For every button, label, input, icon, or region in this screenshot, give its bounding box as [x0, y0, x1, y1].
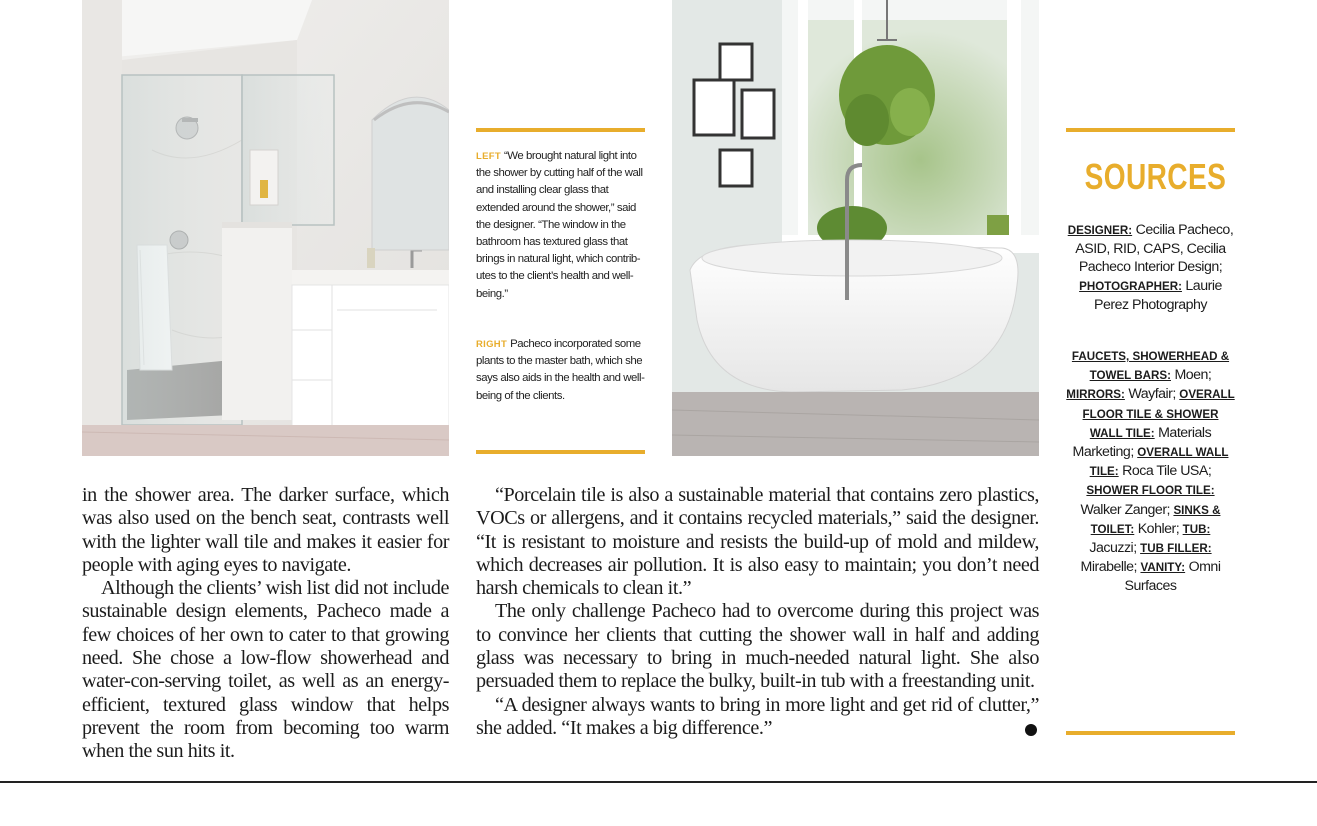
source-label: OVERALL WALL TILE:	[1089, 446, 1229, 479]
source-label: MIRRORS:	[1066, 388, 1125, 402]
source-value: Laurie Perez Photography	[1094, 277, 1222, 313]
caption-left-label: LEFT	[476, 151, 501, 162]
source-label: FAUCETS, SHOWERHEAD & TOWEL BARS:	[1071, 350, 1230, 383]
article-paragraph: Although the clients’ wish list did not include sustainable design elements, Pacheco made a few choices of her own to cater to that growing need. She chose a low-flow showerhead and water-con-serving toilet, as well as an energy-efficient, textured glass window that helps prevent the room from becoming too warm when the sun hits it.	[82, 577, 449, 763]
source-label: OVERALL FLOOR TILE & SHOWER WALL TILE:	[1082, 388, 1235, 440]
article-column-1	[82, 484, 449, 764]
source-label: DESIGNER:	[1067, 224, 1133, 237]
page-bottom-rule	[0, 781, 1317, 783]
source-value: Materials Marketing;	[1072, 424, 1212, 461]
caption-top-rule	[476, 128, 645, 132]
caption-left-text: “We brought natural light into the shower by cutting half of the wall and installing clear glass that extended around the shower,” said the designer. “The window in the bathroom has textured glass that brings in natural light, which contrib-utes to the client’s health and well-being.”	[476, 150, 643, 300]
sources-top-rule	[1066, 128, 1235, 132]
article-paragraph: in the shower area. The darker surface, which was also used on the bench seat, contrasts well with the lighter wall tile and makes it easier for people with aging eyes to navigate.	[82, 484, 449, 576]
source-label: VANITY:	[1140, 561, 1186, 575]
article-paragraph: “A designer always wants to bring in more light and get rid of clutter,” she added. “It makes a big difference.”	[476, 693, 1039, 739]
end-of-article-bullet-icon	[1025, 724, 1037, 736]
source-value: Omni Surfaces	[1124, 559, 1221, 595]
sources-products	[1066, 347, 1235, 596]
bathroom-shower-photo	[82, 0, 449, 456]
source-value: Wayfair;	[1128, 386, 1176, 403]
freestanding-tub-photo	[672, 0, 1039, 456]
source-value: Cecilia Pacheco, ASID, RID, CAPS, Cecilia Pacheco Interior Design;	[1075, 222, 1234, 276]
sources-credits	[1066, 221, 1235, 314]
source-label: TUB:	[1182, 522, 1211, 536]
source-label: TUB FILLER:	[1140, 542, 1212, 556]
source-value: Jacuzzi;	[1089, 540, 1137, 557]
sources-bottom-rule	[1066, 731, 1235, 735]
source-value: Kohler;	[1137, 520, 1180, 537]
sources-title: SOURCES	[1084, 156, 1227, 197]
article-column-2	[476, 484, 1039, 740]
source-value: Roca Tile USA;	[1122, 463, 1212, 480]
freestanding-tub-illustration	[672, 0, 1039, 456]
source-value: Moen;	[1174, 367, 1212, 384]
article-paragraph: The only challenge Pacheco had to overcome during this project was to convince her clients that cutting the shower wall in half and adding glass was necessary to bring in much-needed natural light. She also persuaded them to replace the bulky, built-in tub with a freestanding unit.	[476, 600, 1039, 693]
caption-right-text: Pacheco incorporated some plants to the master bath, which she says also aids in the health and well-being of the clients.	[476, 338, 645, 402]
source-value: Walker Zanger;	[1080, 501, 1170, 518]
caption-left	[476, 148, 646, 303]
article-paragraph: “Porcelain tile is also a sustainable material that contains zero plastics, VOCs or allergens, and it contains recycled materials,” said the designer. “It is resistant to moisture and resists the build-up of mold and mildew, which decreases air pollution. It is also easy to maintain; you don’t need harsh chemicals to clean it.”	[476, 484, 1039, 600]
source-label: SINKS & TOILET:	[1090, 503, 1221, 536]
bathroom-shower-illustration	[82, 0, 449, 456]
source-label: PHOTOGRAPHER:	[1079, 279, 1182, 293]
caption-right	[476, 336, 646, 405]
caption-right-label: RIGHT	[476, 339, 508, 350]
caption-bottom-rule	[476, 450, 645, 454]
source-label: SHOWER FLOOR TILE:	[1086, 484, 1215, 498]
source-value: Mirabelle;	[1080, 559, 1138, 576]
